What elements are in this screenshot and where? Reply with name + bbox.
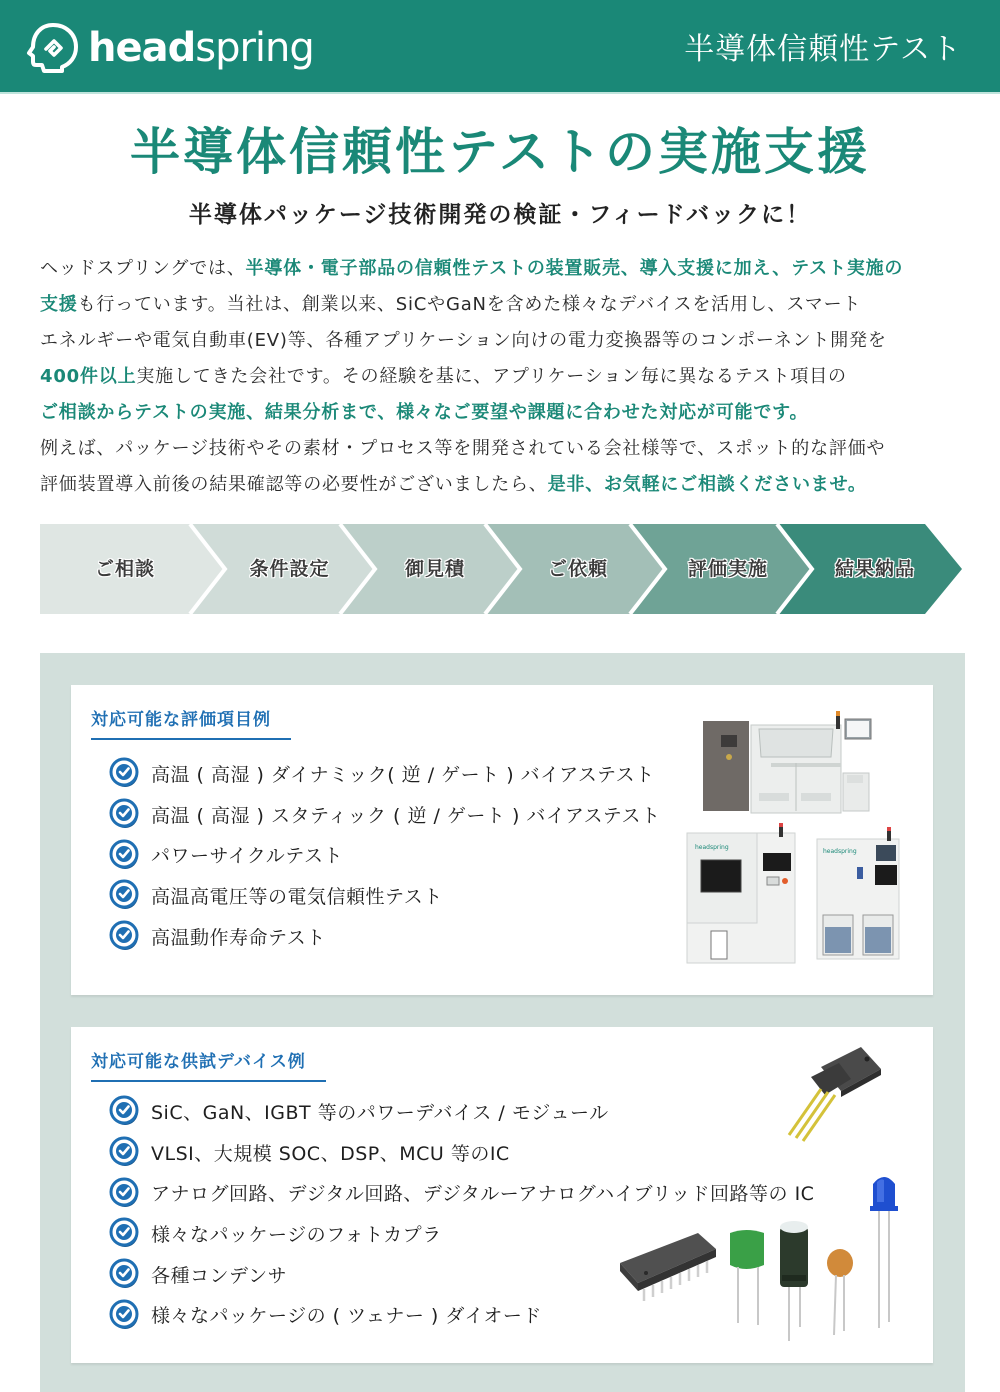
- process-flow: [40, 524, 965, 614]
- intro-line: [40, 251, 970, 287]
- flow-step-evaluation: 評価実施: [687, 558, 768, 580]
- check-circle-icon: [109, 920, 141, 952]
- intro-line: [40, 467, 970, 503]
- transistor-image: [781, 1047, 891, 1147]
- intro-text: 例えば、パッケージ技術やその素材・プロセス等を開発されている会社様等で、スポット的な評価や: [40, 438, 886, 459]
- intro-text: ヘッドスプリングでは、: [40, 258, 246, 279]
- flow-step-consultation: ご相談: [94, 558, 155, 580]
- logo-wordmark: [88, 25, 314, 71]
- intro-highlight: 是非、お気軽にご相談くださいませ。: [547, 474, 867, 495]
- check-circle-icon: [109, 1136, 141, 1168]
- list-item: [109, 794, 660, 835]
- flow-step-conditions: 条件設定: [249, 558, 330, 580]
- check-circle-icon: [109, 757, 141, 789]
- devices-card: [71, 1027, 933, 1363]
- flow-step-order: ご依頼: [547, 558, 608, 580]
- check-circle-icon: [109, 1177, 141, 1209]
- flow-step-delivery: 結果納品: [834, 558, 915, 580]
- flow-step-estimate: 御見積: [404, 558, 465, 580]
- item-label: 高温 ( 高湿 ) スタティック ( 逆 / ゲート ) バイアステスト: [151, 804, 661, 827]
- intro-text: 評価装置導入前後の結果確認等の必要性がございましたら、: [40, 474, 548, 495]
- intro-text: 実施してきた会社です。その経験を基に、アプリケーション毎に異なるテスト項目の: [136, 366, 847, 387]
- intro-line: [40, 431, 970, 467]
- headspring-logo[interactable]: [26, 20, 314, 76]
- item-label: 高温高電圧等の電気信頼性テスト: [151, 885, 443, 908]
- check-circle-icon: [109, 879, 141, 911]
- svg-text:headspring: headspring: [823, 848, 857, 855]
- intro-line: [40, 395, 970, 431]
- item-label: 様々なパッケージの ( ツェナー ) ダイオード: [151, 1305, 542, 1328]
- page-title: 半導体信頼性テストの実施支援: [130, 123, 870, 181]
- intro-paragraph: [40, 251, 970, 503]
- intro-text: も行っています。当社は、創業以来、SiCやGaNを含めた様々なデバイスを活用し、スマート: [77, 294, 862, 315]
- intro-text: エネルギーや電気自動車(EV)等、各種アプリケーション向けの電力変換器等のコンポーネント開発を: [40, 330, 887, 351]
- electrolytic-capacitor-image: [776, 1217, 816, 1347]
- check-circle-icon: [109, 1095, 141, 1127]
- item-label: SiC、GaN、IGBT 等のパワーデバイス / モジュール: [151, 1101, 609, 1124]
- list-item: [109, 1132, 814, 1173]
- list-item: [109, 916, 660, 957]
- evaluation-items-title: 対応可能な評価項目例: [91, 705, 291, 740]
- check-circle-icon: [109, 798, 141, 830]
- film-capacitor-image: [726, 1227, 770, 1337]
- blue-led-image: [867, 1172, 901, 1332]
- ceramic-capacitor-image: [823, 1247, 857, 1342]
- list-item: [109, 875, 660, 916]
- header-bar: [0, 0, 1000, 92]
- test-equipment-image: [671, 705, 911, 965]
- item-label: アナログ回路、デジタル回路、デジタルーアナログハイブリッド回路等の IC: [151, 1183, 815, 1206]
- info-panel: [40, 653, 965, 1392]
- evaluation-items-list: [109, 753, 660, 956]
- head-logo-icon: [26, 21, 80, 75]
- devices-title: 対応可能な供試デバイス例: [91, 1047, 326, 1082]
- list-item: [109, 753, 660, 794]
- intro-line: [40, 287, 970, 323]
- check-circle-icon: [109, 839, 141, 871]
- item-label: 高温動作寿命テスト: [151, 926, 326, 949]
- svg-text:headspring: headspring: [695, 844, 729, 851]
- list-item: [109, 834, 660, 875]
- item-label: VLSI、大規模 SOC、DSP、MCU 等のIC: [151, 1142, 510, 1165]
- page-subtitle: 半導体パッケージ技術開発の検証・フィードバックに！: [188, 202, 812, 228]
- intro-highlight: 400件以上: [40, 366, 137, 387]
- logo-light-part: spring: [195, 25, 314, 71]
- list-item: [109, 1172, 814, 1213]
- check-circle-icon: [109, 1258, 141, 1290]
- list-item: [109, 1091, 814, 1132]
- check-circle-icon: [109, 1299, 141, 1331]
- item-label: 各種コンデンサ: [151, 1264, 288, 1287]
- intro-highlight: 半導体・電子部品の信頼性テストの装置販売、導入支援に加え、テスト実施の: [245, 258, 904, 279]
- item-label: 高温 ( 高湿 ) ダイナミック( 逆 / ゲート ) バイアステスト: [151, 763, 655, 786]
- header-title: 半導体信頼性テスト: [684, 32, 962, 67]
- item-label: パワーサイクルテスト: [151, 845, 343, 868]
- ic-chip-image: [616, 1227, 721, 1307]
- intro-highlight: 支援: [40, 294, 78, 315]
- evaluation-items-card: [71, 685, 933, 995]
- header-divider: [0, 92, 1000, 94]
- intro-line: [40, 359, 970, 395]
- intro-highlight: ご相談からテストの実施、結果分析まで、様々なご要望や課題に合わせた対応が可能です。: [40, 402, 809, 423]
- intro-line: [40, 323, 970, 359]
- check-circle-icon: [109, 1217, 141, 1249]
- item-label: 様々なパッケージのフォトカプラ: [151, 1223, 442, 1246]
- logo-bold-part: head: [88, 25, 196, 71]
